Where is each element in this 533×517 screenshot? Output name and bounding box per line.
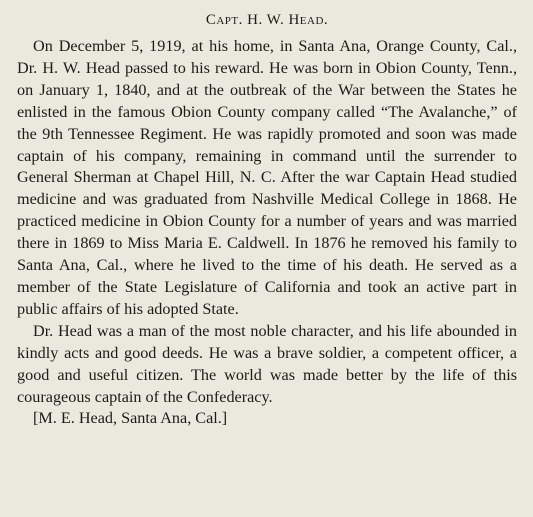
article-title: Capt. H. W. Head.: [205, 12, 329, 28]
article-paragraph-2: Dr. Head was a man of the most noble character, and his life abounded in kindly acts and good deeds. He was a brave soldier, a competent officer, a good and useful citizen. The world was made better by the life of this courageous captain of the Confederacy.: [17, 321, 517, 406]
article-paragraph-1: On December 5, 1919, at his home, in Santa Ana, Orange County, Cal., Dr. H. W. Head passed to his reward. He was born in Obion County, Tenn., on January 1, 1840, and at the outbreak of the War between the States he enlisted in the famous Obion County company called “The Avalanche,” of the 9th Tennessee Regiment. He was rapidly promoted and soon was made captain of his company, remaining in command until the surrender to General Sherman at Chapel Hill, N. C. After the war Captain Head studied medicine and was graduated from Nashville Medical College in 1868. He practiced medicine in Obion County for a number of years and was married there in 1869 to Miss Maria E. Caldwell. In 1876 he removed his family to Santa Ana, Cal., where he lived to the time of his death. He served as a member of the State Legislature of California and took an active part in public affairs of his adopted State.: [17, 37, 517, 318]
article-signature: [M. E. Head, Santa Ana, Cal.]: [33, 409, 228, 428]
